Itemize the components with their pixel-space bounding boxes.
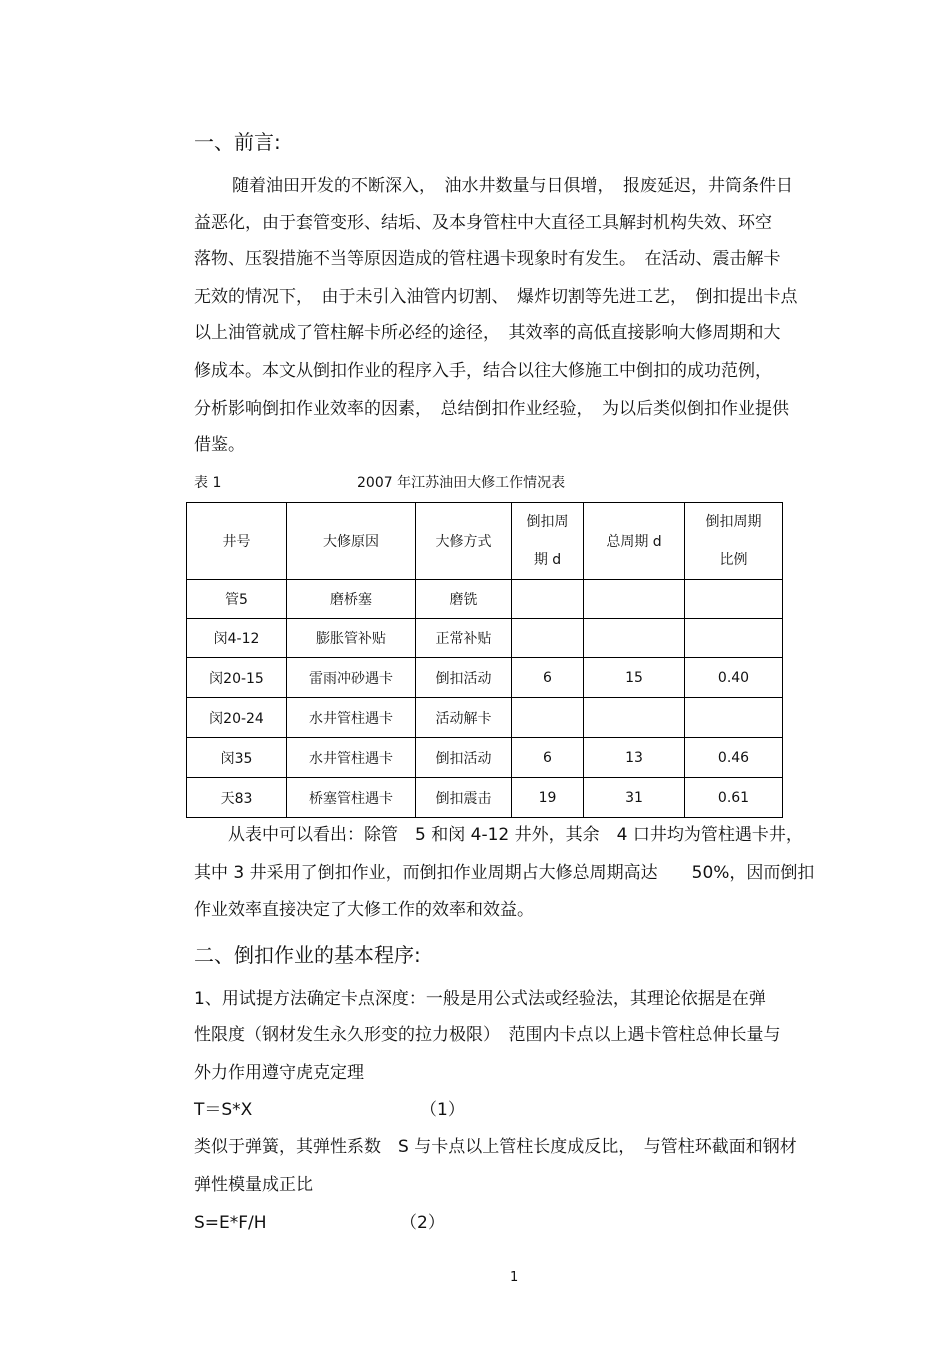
- table-cell: 倒扣活动: [416, 738, 512, 778]
- table-row: [187, 738, 783, 778]
- table-cell: 膨胀管补贴: [287, 619, 416, 658]
- table-cell: 正常补贴: [416, 619, 512, 658]
- procedure-line-1: 1、用试提方法确定卡点深度：一般是用公式法或经验法，其理论依据是在弹: [194, 989, 766, 1009]
- table-cell: 闵20-15: [187, 658, 287, 698]
- para-line-1: 随着油田开发的不断深入， 油水井数量与日俱增， 报废延迟，井筒条件日: [232, 176, 793, 196]
- table-cell: 磨铣: [416, 580, 512, 619]
- table-cell: [584, 619, 685, 658]
- table-cell: 水井管柱遇卡: [287, 738, 416, 778]
- analysis-line-2: 其中 3 井采用了倒扣作业，而倒扣作业周期占大修总周期高达 50%，因而倒扣: [194, 863, 815, 883]
- table-cell: 13: [584, 738, 685, 778]
- para-line-6: 修成本。本文从倒扣作业的程序入手，结合以往大修施工中倒扣的成功范例，: [194, 361, 772, 381]
- table-cell: 磨桥塞: [287, 580, 416, 619]
- header-line: 期 d: [533, 552, 562, 568]
- table-cell: 6: [512, 658, 584, 698]
- table-cell: 31: [584, 778, 685, 818]
- formula-1: T＝S*X: [194, 1100, 253, 1120]
- para-line-3: 落物、压裂措施不当等原因造成的管柱遇卡现象时有发生。 在活动、震击解卡: [194, 249, 781, 269]
- table-cell: 雷雨冲砂遇卡: [287, 658, 416, 698]
- table-row: [187, 580, 783, 619]
- table-cell: [685, 698, 783, 738]
- table-cell: [512, 619, 584, 658]
- table-cell: 桥塞管柱遇卡: [287, 778, 416, 818]
- header-cell-method: 大修方式: [416, 503, 512, 580]
- table-cell: 闵4-12: [187, 619, 287, 658]
- table-label: 表 1: [194, 475, 222, 491]
- header-cell-total-period: 总周期 d: [584, 503, 685, 580]
- spring-line-1: 类似于弹簧，其弹性系数 S 与卡点以上管柱长度成反比， 与管柱环截面和钢材: [194, 1137, 797, 1157]
- table-row: [187, 698, 783, 738]
- table-cell: 0.46: [685, 738, 783, 778]
- formula-2: S=E*F/H: [194, 1213, 267, 1233]
- section2-heading: 二、倒扣作业的基本程序:: [194, 943, 421, 967]
- table-cell: 15: [584, 658, 685, 698]
- table-cell: 6: [512, 738, 584, 778]
- table-row: [187, 658, 783, 698]
- header-cell-backoff-period: [512, 503, 584, 580]
- para-line-8: 借鉴。: [194, 435, 245, 455]
- table-cell: [584, 698, 685, 738]
- table-cell: 0.40: [685, 658, 783, 698]
- header-cell-well: 井号: [187, 503, 287, 580]
- page-number: 1: [510, 1270, 519, 1285]
- table-cell: 0.61: [685, 778, 783, 818]
- table-cell: 管5: [187, 580, 287, 619]
- table-cell: 倒扣震击: [416, 778, 512, 818]
- header-line: 倒扣周: [526, 514, 569, 530]
- para-line-4: 无效的情况下， 由于未引入油管内切割、 爆炸切割等先进工艺， 倒扣提出卡点: [194, 287, 798, 307]
- section1-heading: 一、前言:: [194, 130, 281, 154]
- header-cell-reason: 大修原因: [287, 503, 416, 580]
- table-cell: 倒扣活动: [416, 658, 512, 698]
- table-row: [187, 619, 783, 658]
- header-line: 比例: [719, 552, 748, 568]
- table-cell: [512, 698, 584, 738]
- analysis-line-1: 从表中可以看出：除管 5 和闵 4-12 井外，其余 4 口井均为管柱遇卡井，: [194, 825, 803, 845]
- table-cell: [512, 580, 584, 619]
- table-cell: 闵35: [187, 738, 287, 778]
- repair-table: [186, 502, 783, 818]
- para-line-5: 以上油管就成了管柱解卡所必经的途径， 其效率的高低直接影响大修周期和大: [194, 323, 781, 343]
- table-cell: [685, 619, 783, 658]
- table-cell: 水井管柱遇卡: [287, 698, 416, 738]
- table-cell: 活动解卡: [416, 698, 512, 738]
- table-cell: 闵20-24: [187, 698, 287, 738]
- para-line-7: 分析影响倒扣作业效率的因素， 总结倒扣作业经验， 为以后类似倒扣作业提供: [194, 399, 789, 419]
- table-cell: [584, 580, 685, 619]
- table-row: [187, 778, 783, 818]
- analysis-line-3: 作业效率直接决定了大修工作的效率和效益。: [194, 900, 534, 920]
- table-cell: 天83: [187, 778, 287, 818]
- header-cell-ratio: [685, 503, 783, 580]
- table-title: 2007 年江苏油田大修工作情况表: [357, 475, 566, 491]
- formula-2-number: （2）: [400, 1213, 445, 1233]
- table-cell: 19: [512, 778, 584, 818]
- para-line-2: 益恶化，由于套管变形、结垢、及本身管柱中大直径工具解封机构失效、环空: [194, 213, 772, 233]
- header-line: 倒扣周期: [705, 514, 762, 530]
- spring-line-2: 弹性模量成正比: [194, 1175, 313, 1195]
- formula-1-number: （1）: [420, 1100, 465, 1120]
- table-header-row: [187, 503, 783, 580]
- procedure-line-2: 性限度（钢材发生永久形变的拉力极限） 范围内卡点以上遇卡管柱总伸长量与: [194, 1025, 781, 1045]
- table-cell: [685, 580, 783, 619]
- procedure-line-3: 外力作用遵守虎克定理: [194, 1063, 364, 1083]
